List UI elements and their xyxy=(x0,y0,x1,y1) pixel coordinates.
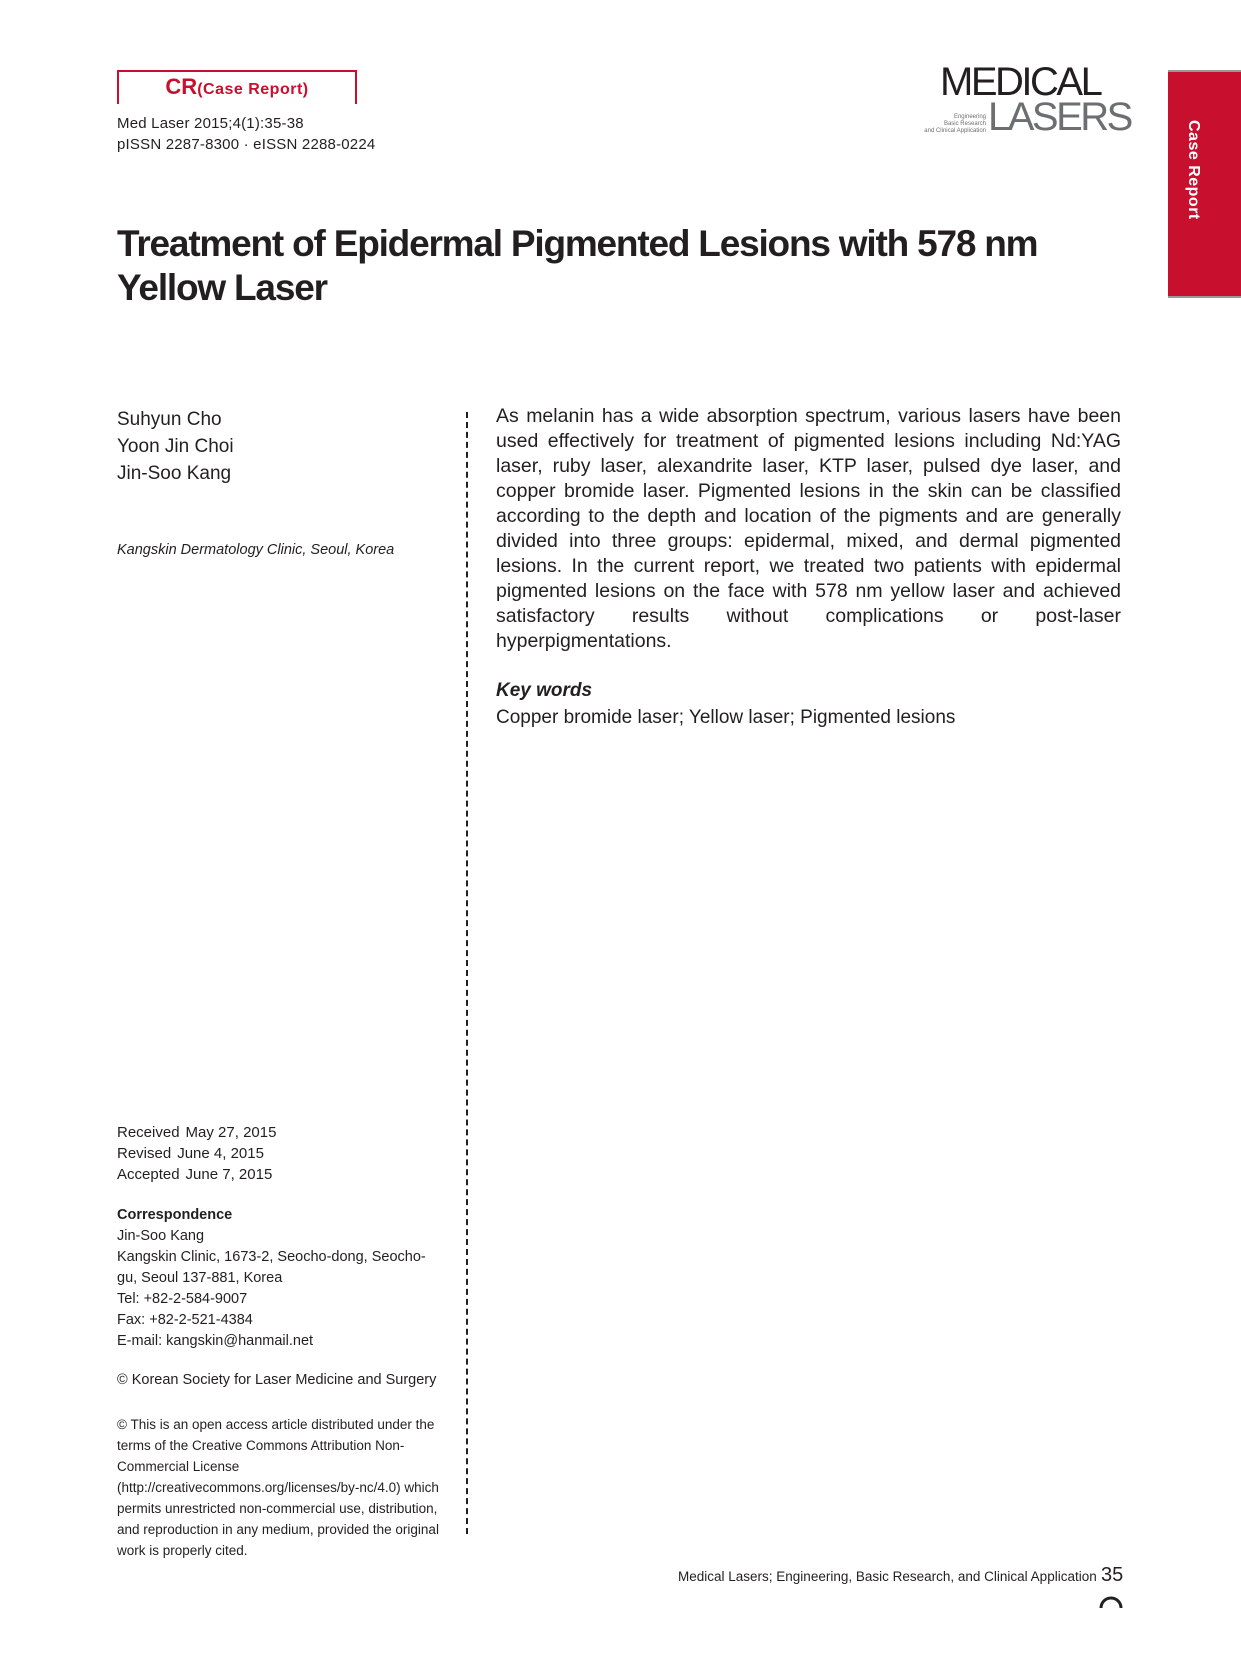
side-tab-edge xyxy=(1166,70,1168,298)
footer-arc-icon xyxy=(1099,1594,1123,1608)
license-notice: © This is an open access article distributed under the terms of the Creative Commons Attribution Non-Commercial License (http://creativecommons.org/licenses/by-nc/4.0) which permits unrestricted non-commercial use, distribution, and reproduction in any medium, provided the original work is properly cited. xyxy=(117,1417,439,1558)
author: Jin-Soo Kang xyxy=(117,463,232,484)
correspondence-address: gu, Seoul 137-881, Korea xyxy=(117,1270,283,1286)
revised-value: June 4, 2015 xyxy=(177,1145,264,1162)
correspondence-fax: Fax: +82-2-521-4384 xyxy=(117,1312,253,1328)
abstract: As melanin has a wide absorption spectrum, various lasers have been used effectively for treatment of pigmented lesions including Nd:YAG laser, ruby laser, alexandrite laser, KTP laser, pulsed dye laser, and copper bromide laser. Pigmented lesions in the skin can be classified according to the depth and location of the pigments and are generally divided into three groups: epidermal, mixed, and dermal pigmented lesions. In the current report, we treated two patients with epidermal pigmented lesions on the face with 578 nm yellow laser and achieved satisfactory results without complications or post-laser hyperpigmentations. xyxy=(496,405,1121,652)
badge-cr: CR xyxy=(165,74,198,99)
article-title: Treatment of Epidermal Pigmented Lesions with 578 nm Yellow Laser xyxy=(117,223,1038,308)
column-divider xyxy=(466,412,468,1534)
revised-label: Revised xyxy=(117,1145,172,1162)
received-label: Received xyxy=(117,1124,180,1141)
correspondence-tel: Tel: +82-2-584-9007 xyxy=(117,1291,248,1307)
correspondence-name: Jin-Soo Kang xyxy=(117,1228,205,1244)
issn: pISSN 2287-8300 · eISSN 2288-0224 xyxy=(117,136,376,153)
logo-word-lasers: LASERS xyxy=(988,95,1131,139)
author: Yoon Jin Choi xyxy=(117,436,234,457)
accepted-date xyxy=(117,1164,276,1185)
accepted-value: June 7, 2015 xyxy=(185,1166,273,1183)
accepted-label: Accepted xyxy=(117,1166,180,1183)
author-list xyxy=(117,406,234,487)
article-dates xyxy=(117,1122,276,1185)
citation: Med Laser 2015;4(1):35-38 xyxy=(117,115,304,132)
logo-word-medical: MEDICAL xyxy=(940,60,1101,104)
logo-sub-line: and Clinical Application xyxy=(924,128,986,134)
received-value: May 27, 2015 xyxy=(185,1124,277,1141)
page-number: 35 xyxy=(1101,1564,1124,1586)
badge-sub: (Case Report) xyxy=(197,81,309,98)
author: Suhyun Cho xyxy=(117,409,222,430)
received-date xyxy=(117,1122,276,1143)
affiliation: Kangskin Dermatology Clinic, Seoul, Korea xyxy=(117,542,395,558)
correspondence xyxy=(117,1205,437,1352)
correspondence-heading: Correspondence xyxy=(117,1207,233,1223)
footer-journal-name: Medical Lasers; Engineering, Basic Research, and Clinical Application xyxy=(678,1569,1097,1584)
keywords-heading: Key words xyxy=(496,680,593,701)
correspondence-email: E-mail: kangskin@hanmail.net xyxy=(117,1333,314,1349)
case-report-badge xyxy=(117,70,357,104)
keywords: Copper bromide laser; Yellow laser; Pigmented lesions xyxy=(496,707,956,728)
logo-sub-line: Engineering xyxy=(953,114,986,120)
logo-sub-line: Basic Research xyxy=(943,121,986,127)
correspondence-address: Kangskin Clinic, 1673-2, Seocho-dong, Seocho- xyxy=(117,1249,426,1265)
copyright-notice: © Korean Society for Laser Medicine and Surgery xyxy=(117,1372,437,1388)
side-tab-label: Case Report xyxy=(1185,120,1202,220)
logo-subtitle xyxy=(918,114,986,135)
revised-date xyxy=(117,1143,276,1164)
